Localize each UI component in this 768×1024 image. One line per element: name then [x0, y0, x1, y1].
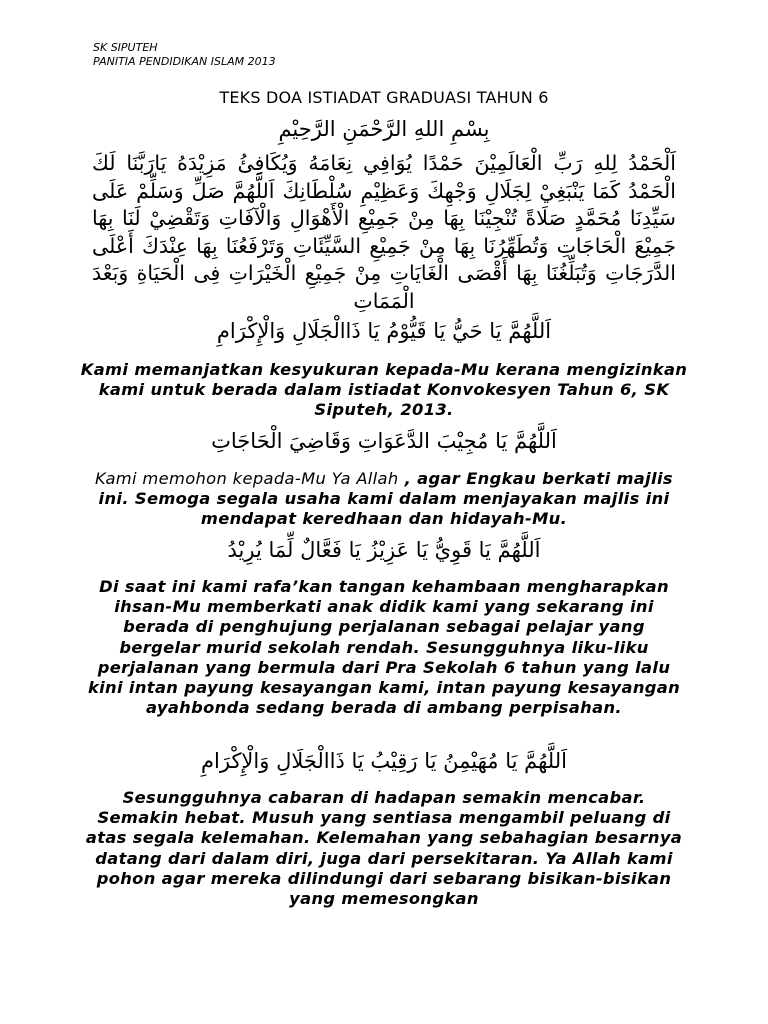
arabic-invocation-1: اَللَّهُمَّ يَا حَيُّ يَا قَيُّوْمُ يَا ذَاالْجَلَالِ وَالْإِكْرَامِ: [216, 319, 552, 343]
malay-paragraph-3: Di saat ini kami rafa’kan tangan kehambaan mengharapkan ihsan-Mu memberkati anak didik kami yang sekarang ini berada di penghujung perjalanan sebagai pelajar yang bergelar murid sekolah rendah. Sesungguhnya liku-liku perjalanan yang bermula dari Pra Sekolah 6 tahun yang lalu kini intan payung kesayangan kami, intan payung kesayangan ayahbonda sedang berada di ambang perpisahan.: [87, 577, 681, 718]
arabic-invocation-2: اَللَّهُمَّ يَا مُجِيْبَ الدَّعَوَاتِ وَقَاضِيَ الْحَاجَاتِ: [211, 429, 557, 453]
malay-paragraph-2-start: Kami memohon kepada-Mu Ya Allah: [95, 469, 399, 488]
malay-paragraph-4: Sesungguhnya cabaran di hadapan semakin mencabar. Semakin hebat. Musuh yang sentiasa mengambil peluang di atas segala kelemahan. Kelemahan yang sebahagian besarnya datang dari dalam diri, juga dari persekitaran. Ya Allah kami pohon agar mereka dilindungi dari sebarang bisikan-bisikan yang memesongkan: [85, 788, 683, 909]
arabic-bismillah: بِسْمِ اللهِ الرَّحْمَنِ الرَّحِيْمِ: [278, 117, 490, 141]
malay-paragraph-1: Kami memanjatkan kesyukuran kepada-Mu kerana mengizinkan kami untuk berada dalam istiadat Konvokesyen Tahun 6, SK Siputeh, 2013.: [80, 360, 688, 420]
malay-paragraph-2: [80, 469, 688, 530]
document-header: [93, 41, 276, 69]
arabic-invocation-4: اَللَّهُمَّ يَا مُهَيْمِنُ يَا رَقِيْبُ يَا ذَاالْجَلَالِ وَالْإِكْرَامِ: [201, 749, 567, 773]
arabic-opening-prayer: اَلْحَمْدُ لِلهِ رَبِّ الْعَالَمِيْنَ حَمْدًا يُوَافِي نِعَامَهُ وَيُكَافِئُ مَزِيْدَهُ يَارَبَّنَا لَكَ الْحَمْدُ كَمَا يَنْبَغِيْ لِجَلَالِ وَجْهِكَ وَعَظِيْمِ سُلْطَانِكَ اَللَّهُمَّ صَلِّ وَسَلِّمْ عَلَى سَيِّدِنَا مُحَمَّدٍ صَلَاةً تُنْجِيْنَا بِهَا مِنْ جَمِيْعِ الْأَهْوَالِ وَالْآفَاتِ وَتَقْضِيْ لَنَا بِهَا جَمِيْعَ الْحَاجَاتِ وَتُطَهِّرُنَا بِهَا مِنْ جَمِيْعِ السَّيِّئَاتِ وَتَرْفَعُنَا بِهَا عِنْدَكَ أَعْلَى الدَّرَجَاتِ وَتُبَلِّغُنَا بِهَا أَقْصَى الْغَايَاتِ مِنْ جَمِيْعِ الْخَيْرَاتِ فِى الْحَيَاةِ وَبَعْدَ الْمَمَاتِ: [92, 151, 676, 313]
school-name: SK SIPUTEH: [93, 41, 158, 54]
malay-paragraph-2-rest: , agar Engkau berkati majlis ini. Semoga segala usaha kami dalam menjayakan majlis ini mendapat keredhaan dan hidayah-Mu.: [98, 469, 673, 529]
arabic-invocation-3: اَللَّهُمَّ يَا قَوِيُّ يَا عَزِيْزُ يَا فَعَّالٌ لِّمَا يُرِيْدُ: [227, 538, 541, 562]
panel-name: PANITIA PENDIDIKAN ISLAM 2013: [93, 55, 276, 68]
document-title: TEKS DOA ISTIADAT GRADUASI TAHUN 6: [219, 88, 549, 107]
